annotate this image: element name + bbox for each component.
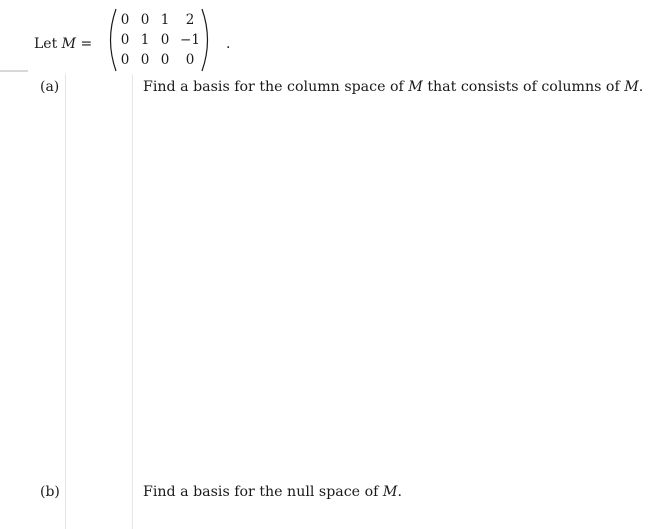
matrix-cell: 0	[160, 52, 170, 68]
matrix-entries	[115, 10, 205, 70]
let-word: Let	[34, 36, 58, 52]
part-a-symbol-1: M	[408, 79, 423, 95]
matrix-cell: 1	[160, 12, 170, 28]
matrix-cell: 0	[120, 32, 130, 48]
part-b-symbol-1: M	[382, 484, 398, 500]
matrix-definition-label	[34, 36, 92, 52]
part-a-label: (a)	[40, 79, 60, 95]
header-divider	[0, 70, 28, 72]
part-b-text-before: Find a basis for the null space of	[143, 484, 383, 500]
matrix-cell: 0	[140, 12, 150, 28]
matrix-cell: 0	[120, 12, 130, 28]
part-a-text-middle: that consists of columns of	[422, 79, 625, 95]
part-a-text-after: .	[638, 79, 644, 95]
part-b-label: (b)	[40, 484, 60, 500]
matrix-cell: 0	[120, 52, 130, 68]
matrix-period: .	[226, 36, 231, 52]
matrix-cell: 0	[160, 32, 170, 48]
matrix-cell: 0	[185, 52, 195, 68]
column-divider-right	[132, 74, 133, 529]
matrix-cell: −1	[180, 32, 200, 48]
matrix-symbol: M	[61, 36, 77, 52]
part-b-text-after: .	[397, 484, 402, 500]
part-b-question	[143, 484, 402, 500]
equals-sign: =	[80, 36, 93, 52]
column-divider-left	[65, 74, 66, 529]
part-a-text-before: Find a basis for the column space of	[143, 79, 409, 95]
part-a-symbol-2: M	[624, 79, 639, 95]
matrix-cell: 2	[185, 12, 195, 28]
matrix-M	[104, 6, 214, 74]
part-a-question	[143, 79, 643, 95]
matrix-cell: 1	[140, 32, 150, 48]
matrix-cell: 0	[140, 52, 150, 68]
